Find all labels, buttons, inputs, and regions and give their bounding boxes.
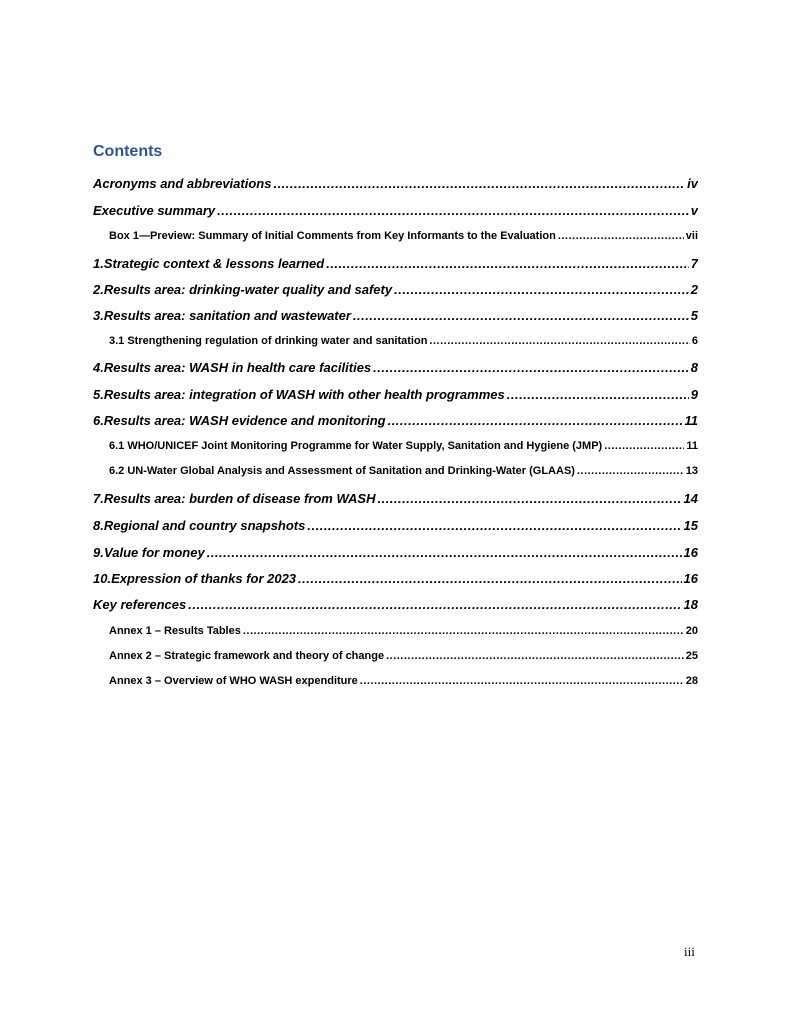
toc-entry-page: 15 <box>683 518 698 533</box>
toc-entry-page: vii <box>685 230 698 242</box>
toc-leader-dots <box>217 203 689 218</box>
toc-entry-title: 3.1 Strengthening regulation of drinking water and sanitation <box>109 335 428 347</box>
toc-entry[interactable] <box>93 597 698 612</box>
toc-entry[interactable] <box>109 625 698 637</box>
toc-leader-dots <box>373 360 689 375</box>
toc-entry-title: Results area: drinking-water quality and safety <box>103 282 393 297</box>
toc-entry-title: Annex 2 – Strategic framework and theory of change <box>109 650 385 662</box>
toc-entry[interactable] <box>93 308 698 323</box>
toc-entry-number: 2. <box>93 282 104 297</box>
toc-entry[interactable] <box>93 176 698 191</box>
toc-leader-dots <box>273 176 685 191</box>
toc-entry[interactable] <box>109 440 698 452</box>
toc-leader-dots <box>386 650 684 662</box>
toc-entry-title: Results area: WASH in health care facilities <box>103 360 372 375</box>
toc-entry-title: Results area: burden of disease from WASH <box>103 491 376 506</box>
toc-entry-page: iv <box>687 176 698 191</box>
toc-entry-title: Box 1—Preview: Summary of Initial Comments from Key Informants to the Evaluation <box>109 230 556 242</box>
toc-entry-title: Regional and country snapshots <box>103 518 306 533</box>
toc-leader-dots <box>307 518 681 533</box>
toc-entry-page: 20 <box>685 625 698 637</box>
toc-entry-page: 13 <box>685 465 698 477</box>
toc-entry-page: 11 <box>686 440 698 452</box>
toc-leader-dots <box>207 545 682 560</box>
toc-entry[interactable] <box>93 571 698 586</box>
toc-entry-page: 7 <box>690 256 698 271</box>
toc-entry-number: 10. <box>93 571 112 586</box>
toc-entry[interactable] <box>109 465 698 477</box>
toc-leader-dots <box>188 597 681 612</box>
toc-entry-page: 11 <box>684 413 698 428</box>
toc-entry[interactable] <box>109 675 698 687</box>
toc-entry-title: 6.2 UN-Water Global Analysis and Assessment of Sanitation and Drinking-Water (GLAAS) <box>109 465 575 477</box>
toc-entry-title: Results area: integration of WASH with other health programmes <box>103 387 505 402</box>
toc-entry-page: 9 <box>690 387 698 402</box>
toc-entry[interactable] <box>93 360 698 375</box>
toc-entry-title: Key references <box>93 597 187 612</box>
toc-entry-page: 5 <box>690 308 698 323</box>
toc-leader-dots <box>429 335 689 347</box>
toc-entry-title: Strategic context & lessons learned <box>103 256 325 271</box>
toc-leader-dots <box>243 625 684 637</box>
toc-entry-title: Expression of thanks for 2023 <box>111 571 297 586</box>
toc-entry-number: 3. <box>93 308 104 323</box>
toc-entry-page: 2 <box>690 282 698 297</box>
toc-entry-page: 16 <box>683 571 698 586</box>
toc-entry-page: 16 <box>683 545 698 560</box>
toc-entry[interactable] <box>93 491 698 506</box>
page-number: iii <box>684 944 695 959</box>
toc-entry-page: 18 <box>683 597 698 612</box>
toc-leader-dots <box>577 465 684 477</box>
toc-entry-number: 9. <box>93 545 104 560</box>
toc-entry[interactable] <box>109 230 698 242</box>
toc-entry[interactable] <box>93 518 698 533</box>
toc-heading: Contents <box>93 143 163 160</box>
toc-entry-title: Annex 1 – Results Tables <box>109 625 241 637</box>
toc-entry-number: 8. <box>93 518 104 533</box>
toc-entry[interactable] <box>93 203 698 218</box>
toc-entry-number: 5. <box>93 387 104 402</box>
toc-leader-dots <box>326 256 689 271</box>
toc-entry-number: 1. <box>93 256 104 271</box>
toc-entry-page: 8 <box>690 360 698 375</box>
toc-entry[interactable] <box>93 256 698 271</box>
toc-entry[interactable] <box>93 413 698 428</box>
toc-entry[interactable] <box>93 387 698 402</box>
toc-entry-number: 6. <box>93 413 104 428</box>
toc-entry-title: Results area: sanitation and wastewater <box>103 308 351 323</box>
toc-entry-page: 28 <box>685 675 698 687</box>
toc-leader-dots <box>388 413 683 428</box>
toc-entry-page: 25 <box>685 650 698 662</box>
toc-entry-page: 6 <box>691 335 698 347</box>
toc-entry[interactable] <box>109 335 698 347</box>
toc-leader-dots <box>298 571 682 586</box>
toc-entry-page: v <box>690 203 698 218</box>
toc-entry[interactable] <box>93 282 698 297</box>
toc-leader-dots <box>377 491 681 506</box>
toc-entry-page: 14 <box>683 491 698 506</box>
toc-leader-dots <box>360 675 684 687</box>
toc-entry-title: Annex 3 – Overview of WHO WASH expenditure <box>109 675 358 687</box>
toc-entry-number: 7. <box>93 491 104 506</box>
toc-entry-title: Acronyms and abbreviations <box>93 176 272 191</box>
toc-leader-dots <box>604 440 684 452</box>
toc-leader-dots <box>507 387 689 402</box>
toc-entry-title: Executive summary <box>93 203 216 218</box>
toc-leader-dots <box>353 308 689 323</box>
toc-leader-dots <box>558 230 684 242</box>
toc-entry[interactable] <box>109 650 698 662</box>
toc-entry-title: Value for money <box>104 545 205 560</box>
toc-leader-dots <box>394 282 689 297</box>
toc-entry-title: Results area: WASH evidence and monitoring <box>103 413 386 428</box>
toc-entry-number: 4. <box>93 360 104 375</box>
toc-entry-title: 6.1 WHO/UNICEF Joint Monitoring Programme for Water Supply, Sanitation and Hygiene (JMP) <box>109 440 603 452</box>
toc-entry[interactable] <box>93 545 698 560</box>
